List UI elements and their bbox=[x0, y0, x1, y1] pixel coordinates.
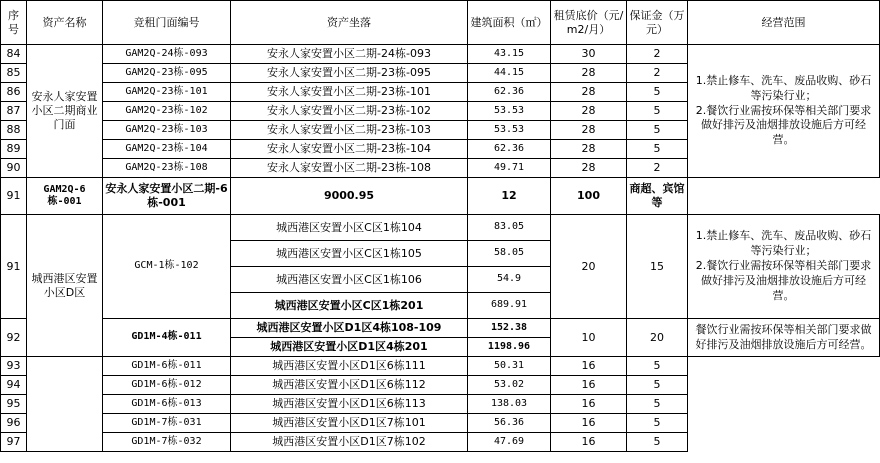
cell-deposit: 100 bbox=[551, 178, 627, 215]
cell-code: GAM2Q-24栋-093 bbox=[103, 45, 231, 64]
cell-area: 62.36 bbox=[468, 140, 551, 159]
cell-area: 62.36 bbox=[468, 83, 551, 102]
cell-deposit: 2 bbox=[627, 64, 688, 83]
header-price: 租赁底价（元/m2/月） bbox=[551, 1, 627, 45]
cell-deposit: 2 bbox=[627, 159, 688, 178]
cell-price: 28 bbox=[551, 159, 627, 178]
table-row bbox=[1, 376, 880, 395]
cell-asset-name: 安永人家安置小区二期商业门面 bbox=[27, 45, 103, 178]
cell-price: 16 bbox=[551, 357, 627, 376]
cell-deposit: 5 bbox=[627, 102, 688, 121]
cell-asset-name-empty bbox=[27, 357, 103, 452]
cell-deposit: 15 bbox=[627, 215, 688, 319]
cell-seq: 94 bbox=[1, 376, 27, 395]
cell-code: GD1M-7栋-031 bbox=[103, 414, 231, 433]
table-row bbox=[1, 178, 880, 215]
cell-deposit: 20 bbox=[627, 319, 688, 357]
cell-area: 53.02 bbox=[468, 376, 551, 395]
cell-deposit: 5 bbox=[627, 376, 688, 395]
cell-location: 城西港区安置小区C区1栋104 bbox=[231, 215, 468, 241]
cell-area: 50.31 bbox=[468, 357, 551, 376]
cell-seq: 91 bbox=[1, 178, 27, 215]
cell-code: GCM-1栋-102 bbox=[103, 215, 231, 319]
cell-price: 28 bbox=[551, 102, 627, 121]
cell-seq: 92 bbox=[1, 319, 27, 357]
header-seq: 序号 bbox=[1, 1, 27, 45]
group-2-body bbox=[1, 215, 880, 357]
cell-location: 安永人家安置小区二期-23栋-108 bbox=[231, 159, 468, 178]
cell-code: GAM2Q-6栋-001 bbox=[27, 178, 103, 215]
cell-area: 1198.96 bbox=[468, 338, 551, 357]
cell-location: 城西港区安置小区D1区6栋113 bbox=[231, 395, 468, 414]
cell-location: 城西港区安置小区D1区7栋102 bbox=[231, 433, 468, 452]
group-3-body bbox=[1, 357, 880, 452]
cell-scope: 餐饮行业需按环保等相关部门要求做好排污及油烟排放设施后方可经营。 bbox=[688, 319, 880, 357]
cell-deposit: 5 bbox=[627, 140, 688, 159]
cell-deposit: 5 bbox=[627, 83, 688, 102]
cell-area: 54.9 bbox=[468, 267, 551, 293]
cell-area: 689.91 bbox=[468, 293, 551, 319]
cell-location: 安永人家安置小区二期-23栋-095 bbox=[231, 64, 468, 83]
cell-seq: 89 bbox=[1, 140, 27, 159]
cell-code: GAM2Q-23栋-103 bbox=[103, 121, 231, 140]
cell-location: 城西港区安置小区D1区4栋108-109 bbox=[231, 319, 468, 338]
cell-price: 28 bbox=[551, 64, 627, 83]
cell-price: 16 bbox=[551, 395, 627, 414]
cell-code: GAM2Q-23栋-101 bbox=[103, 83, 231, 102]
cell-location: 城西港区安置小区D1区6栋112 bbox=[231, 376, 468, 395]
cell-code: GAM2Q-23栋-104 bbox=[103, 140, 231, 159]
cell-seq: 85 bbox=[1, 64, 27, 83]
table-row bbox=[1, 319, 880, 338]
cell-location: 城西港区安置小区C区1栋105 bbox=[231, 241, 468, 267]
cell-deposit: 2 bbox=[627, 45, 688, 64]
cell-seq: 97 bbox=[1, 433, 27, 452]
cell-seq: 87 bbox=[1, 102, 27, 121]
cell-deposit: 5 bbox=[627, 433, 688, 452]
header-code: 竞租门面编号 bbox=[103, 1, 231, 45]
cell-deposit: 5 bbox=[627, 121, 688, 140]
cell-location: 城西港区安置小区C区1栋106 bbox=[231, 267, 468, 293]
cell-scope: 1.禁止修车、洗车、废品收购、砂石等污染行业； 2.餐饮行业需按环保等相关部门要求做好排污及油烟排放设施后方可经营。 bbox=[688, 45, 880, 178]
header-area: 建筑面积（㎡） bbox=[468, 1, 551, 45]
cell-area: 44.15 bbox=[468, 64, 551, 83]
header-deposit: 保证金（万元） bbox=[627, 1, 688, 45]
header-row bbox=[1, 1, 880, 45]
cell-price: 12 bbox=[468, 178, 551, 215]
header-scope: 经营范围 bbox=[688, 1, 880, 45]
cell-price: 28 bbox=[551, 83, 627, 102]
cell-code: GD1M-7栋-032 bbox=[103, 433, 231, 452]
cell-location: 安永人家安置小区二期-23栋-103 bbox=[231, 121, 468, 140]
cell-price: 10 bbox=[551, 319, 627, 357]
cell-code: GAM2Q-23栋-102 bbox=[103, 102, 231, 121]
table-row bbox=[1, 433, 880, 452]
cell-price: 16 bbox=[551, 414, 627, 433]
cell-area: 83.05 bbox=[468, 215, 551, 241]
cell-area: 49.71 bbox=[468, 159, 551, 178]
cell-seq: 95 bbox=[1, 395, 27, 414]
cell-scope: 商超、宾馆等 bbox=[627, 178, 688, 215]
cell-code: GAM2Q-23栋-108 bbox=[103, 159, 231, 178]
cell-area: 43.15 bbox=[468, 45, 551, 64]
cell-location: 安永人家安置小区二期-24栋-093 bbox=[231, 45, 468, 64]
cell-area: 152.38 bbox=[468, 319, 551, 338]
cell-area: 53.53 bbox=[468, 102, 551, 121]
cell-location: 城西港区安置小区D1区4栋201 bbox=[231, 338, 468, 357]
cell-location: 城西港区安置小区C区1栋201 bbox=[231, 293, 468, 319]
table-row bbox=[1, 395, 880, 414]
cell-seq: 93 bbox=[1, 357, 27, 376]
cell-code: GD1M-4栋-011 bbox=[103, 319, 231, 357]
cell-location: 安永人家安置小区二期-23栋-104 bbox=[231, 140, 468, 159]
cell-code: GD1M-6栋-012 bbox=[103, 376, 231, 395]
cell-deposit: 5 bbox=[627, 414, 688, 433]
cell-location: 安永人家安置小区二期-6栋-001 bbox=[103, 178, 231, 215]
cell-area: 9000.95 bbox=[231, 178, 468, 215]
cell-seq: 88 bbox=[1, 121, 27, 140]
cell-area: 58.05 bbox=[468, 241, 551, 267]
cell-code: GD1M-6栋-013 bbox=[103, 395, 231, 414]
cell-deposit: 5 bbox=[627, 395, 688, 414]
cell-seq: 90 bbox=[1, 159, 27, 178]
cell-area: 138.03 bbox=[468, 395, 551, 414]
table-row bbox=[1, 357, 880, 376]
cell-price: 30 bbox=[551, 45, 627, 64]
cell-asset-name: 城西港区安置小区D区 bbox=[27, 215, 103, 357]
group-1-body bbox=[1, 45, 880, 178]
cell-area: 56.36 bbox=[468, 414, 551, 433]
cell-price: 16 bbox=[551, 433, 627, 452]
cell-seq: 84 bbox=[1, 45, 27, 64]
cell-location: 城西港区安置小区D1区6栋111 bbox=[231, 357, 468, 376]
header-location: 资产坐落 bbox=[231, 1, 468, 45]
cell-seq: 96 bbox=[1, 414, 27, 433]
cell-location: 安永人家安置小区二期-23栋-101 bbox=[231, 83, 468, 102]
cell-area: 47.69 bbox=[468, 433, 551, 452]
cell-code: GAM2Q-23栋-095 bbox=[103, 64, 231, 83]
table-row bbox=[1, 45, 880, 64]
cell-location: 安永人家安置小区二期-23栋-102 bbox=[231, 102, 468, 121]
cell-price: 16 bbox=[551, 376, 627, 395]
cell-area: 53.53 bbox=[468, 121, 551, 140]
cell-seq: 91 bbox=[1, 215, 27, 319]
table-row bbox=[1, 215, 880, 241]
cell-price: 28 bbox=[551, 140, 627, 159]
cell-price: 28 bbox=[551, 121, 627, 140]
cell-deposit: 5 bbox=[627, 357, 688, 376]
cell-scope: 1.禁止修车、洗车、废品收购、砂石等污染行业； 2.餐饮行业需按环保等相关部门要求做好排污及油烟排放设施后方可经营。 bbox=[688, 215, 880, 319]
cell-price: 20 bbox=[551, 215, 627, 319]
header-asset-name: 资产名称 bbox=[27, 1, 103, 45]
cell-location: 城西港区安置小区D1区7栋101 bbox=[231, 414, 468, 433]
table-row bbox=[1, 414, 880, 433]
cell-code: GD1M-6栋-011 bbox=[103, 357, 231, 376]
cell-seq: 86 bbox=[1, 83, 27, 102]
